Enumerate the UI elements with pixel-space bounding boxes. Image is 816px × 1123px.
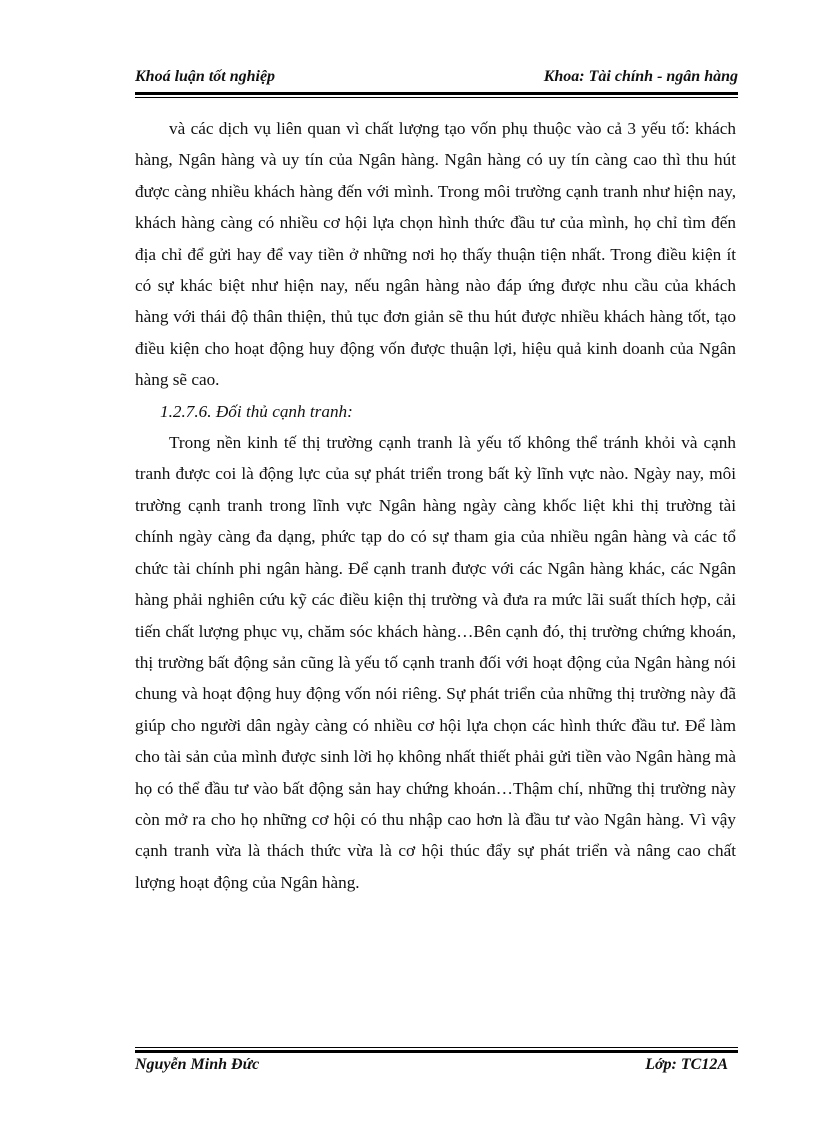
footer-divider xyxy=(135,1047,738,1053)
body-paragraph-2: Trong nền kinh tế thị trường cạnh tranh là yếu tố không thể tránh khỏi và cạnh tranh được coi là động lực của sự phát triển trong bất kỳ lĩnh vực nào. Ngày nay, môi trường cạnh tranh trong lĩnh vực Ngân hàng ngày càng khốc liệt khi thị trường tài chính ngày càng đa dạng, phức tạp do có sự tham gia của nhiều ngân hàng và các tổ chức tài chính phi ngân hàng. Để cạnh tranh được với các Ngân hàng khác, các Ngân hàng phải nghiên cứu kỹ các điều kiện thị trường và đưa ra mức lãi suất thích hợp, cải tiến chất lượng phục vụ, chăm sóc khách hàng…Bên cạnh đó, thị trường chứng khoán, thị trường bất động sản cũng là yếu tố cạnh tranh đối với hoạt động của Ngân hàng nói chung và hoạt động huy động vốn nói riêng. Sự phát triển của những thị trường này đã giúp cho người dân ngày càng có nhiều cơ hội lựa chọn các hình thức đầu tư. Để làm cho tài sản của mình được sinh lời họ không nhất thiết phải gửi tiền vào Ngân hàng mà họ có thể đầu tư vào bất động sản hay chứng khoán…Thậm chí, những thị trường này còn mở ra cho họ những cơ hội có thu nhập cao hơn là đầu tư vào Ngân hàng. Vì vậy cạnh tranh vừa là thách thức vừa là cơ hội thúc đẩy sự phát triển và nâng cao chất lượng hoạt động của Ngân hàng. xyxy=(135,433,736,892)
header-faculty: Khoa: Tài chính - ngân hàng xyxy=(543,68,738,85)
header-divider xyxy=(135,92,738,98)
page-footer xyxy=(135,1056,728,1074)
footer-author: Nguyễn Minh Đức xyxy=(135,1056,260,1073)
page-body xyxy=(135,113,736,898)
header-thesis-title: Khoá luận tốt nghiệp xyxy=(135,68,276,85)
section-heading: 1.2.7.6. Đối thủ cạnh tranh: xyxy=(160,401,353,421)
body-paragraph-1: và các dịch vụ liên quan vì chất lượng tạo vốn phụ thuộc vào cả 3 yếu tố: khách hàng, Ngân hàng và uy tín của Ngân hàng. Ngân hàng có uy tín càng cao thì thu hút được càng nhiều khách hàng đến với mình. Trong môi trường cạnh tranh như hiện nay, khách hàng càng có nhiều cơ hội lựa chọn hình thức đầu tư của mình, họ chỉ tìm đến địa chỉ để gửi hay để vay tiền ở những nơi họ thấy thuận tiện nhất. Trong điều kiện ít có sự khác biệt như hiện nay, nếu ngân hàng nào đáp ứng được nhu cầu của khách hàng với thái độ thân thiện, thủ tục đơn giản sẽ thu hút được nhiều khách hàng tốt, tạo điều kiện cho hoạt động huy động vốn được thuận lợi, hiệu quả kinh doanh của Ngân hàng sẽ cao. xyxy=(135,119,736,390)
page-header xyxy=(135,68,738,86)
footer-class: Lớp: TC12A xyxy=(645,1056,728,1073)
